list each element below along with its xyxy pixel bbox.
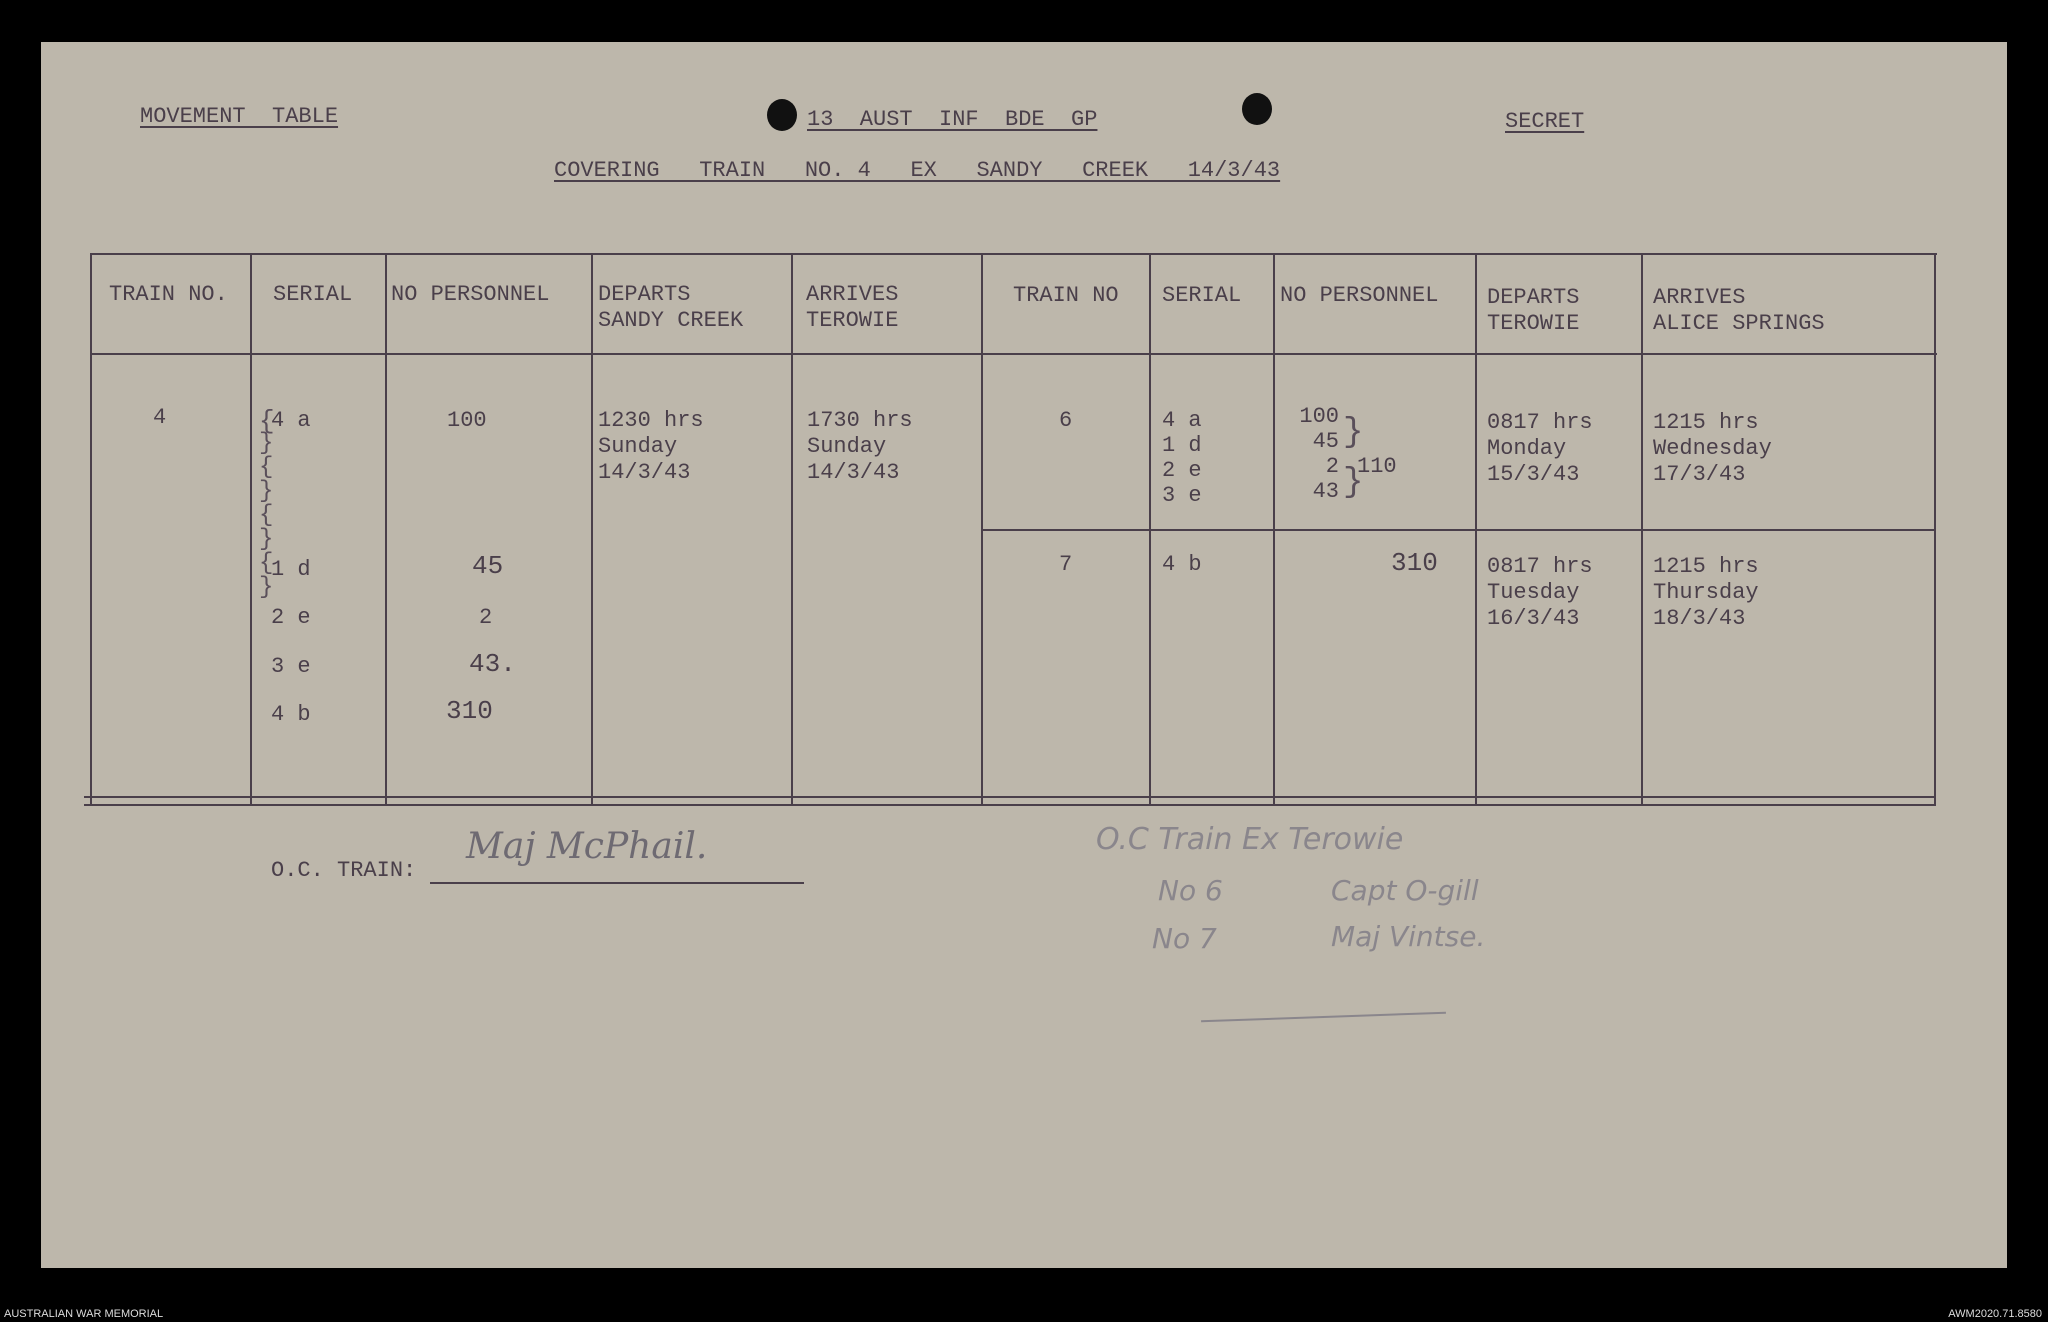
pencil-note-no7-name: Maj Vintse. [1331,920,1486,953]
serial-cell: 2 e [271,605,311,630]
brace: { [259,406,275,436]
footer-catalogue-id: AWM2020.71.8580 [1948,1308,2042,1320]
serial-cell: 4 b [271,702,311,727]
serial-cell: 4 a 1 d 2 e 3 e [1162,408,1202,508]
arrives-alice-springs-cell: 1215 hrs Thursday 18/3/43 [1653,554,1759,631]
header-departs-sandy-creek: DEPARTS SANDY CREEK [598,282,744,333]
signature-line [430,882,804,884]
train-no-cell: 6 [1059,408,1073,433]
header-serial: SERIAL [273,282,353,307]
header-no-personnel-right: NO PERSONNEL [1280,283,1439,308]
footer-institution: AUSTRALIAN WAR MEMORIAL [4,1308,164,1320]
header-departs-terowie: DEPARTS TEROWIE [1487,285,1580,336]
punch-hole [767,99,797,131]
personnel-total: 110 [1357,454,1397,479]
train-no-cell: 4 [153,405,167,430]
header-serial-right: SERIAL [1162,283,1242,308]
personnel-cell: 100 45 2 43 [1299,404,1339,504]
personnel-cell: 43. [469,649,516,679]
header-arrives-alice-springs: ARRIVES ALICE SPRINGS [1653,285,1825,336]
personnel-cell: 310 [1391,548,1438,578]
oc-train-label: O.C. TRAIN: [271,858,417,883]
arrives-terowie-cell: 1730 hrs Sunday 14/3/43 [807,408,913,485]
header-no-personnel: NO PERSONNEL [391,282,550,307]
document-subtitle: COVERING TRAIN NO. 4 EX SANDY CREEK 14/3/43 [554,158,1281,183]
serial-cell: 1 d [271,557,311,582]
pencil-note-no7-label: No 7 [1152,922,1217,955]
header-train-no-right: TRAIN NO [1013,283,1119,308]
serial-cell: 4 a [271,408,311,433]
serial-cell: 3 e [271,654,311,679]
departs-terowie-cell: 0817 hrs Monday 15/3/43 [1487,410,1593,487]
pencil-note-title: O.C Train Ex Terowie [1096,822,1404,857]
personnel-cell: 310 [446,696,493,726]
header-train-no: TRAIN NO. [109,282,228,307]
header-arrives-terowie: ARRIVES TEROWIE [806,282,899,333]
header-secret: SECRET [1505,109,1585,134]
train-no-cell: 7 [1059,552,1073,577]
pencil-note-no6-label: No 6 [1158,874,1223,907]
brace: } } [1343,414,1364,502]
oc-train-signature: Maj McPhail. [466,826,708,867]
personnel-cell: 100 [447,408,487,433]
brace: } { } { } { } [259,430,274,601]
arrives-alice-springs-cell: 1215 hrs Wednesday 17/3/43 [1653,410,1772,487]
header-center: 13 AUST INF BDE GP [807,107,1098,132]
departs-sandy-creek-cell: 1230 hrs Sunday 14/3/43 [598,408,704,485]
personnel-cell: 45 [472,551,504,581]
punch-hole [1242,93,1272,125]
header-left: MOVEMENT TABLE [140,104,339,129]
serial-cell: 4 b [1162,552,1202,577]
pencil-stroke [1201,1012,1446,1023]
departs-terowie-cell: 0817 hrs Tuesday 16/3/43 [1487,554,1593,631]
personnel-cell: 2 [479,605,493,630]
document-page [41,42,2007,1268]
pencil-note-no6-name: Capt O-gill [1331,874,1479,907]
